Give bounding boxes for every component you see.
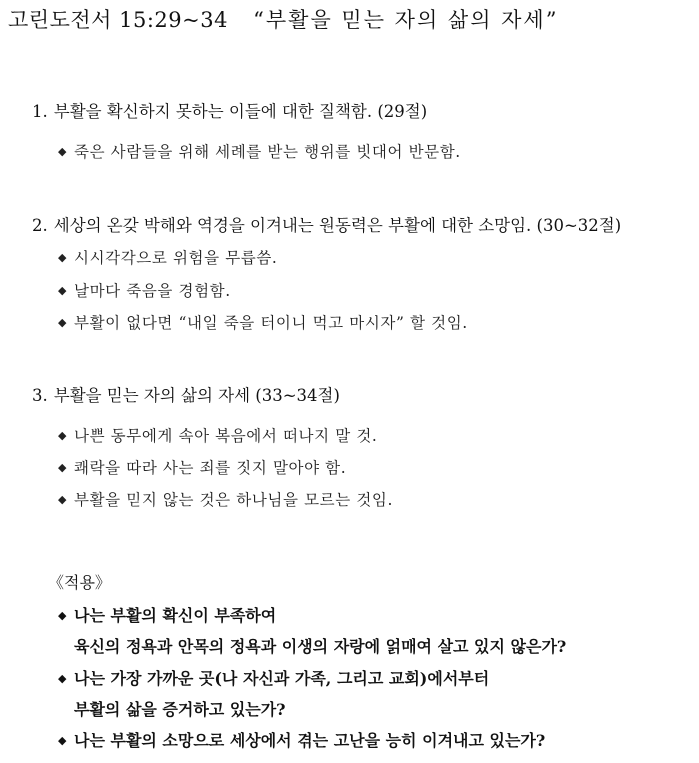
section-3-bullet-2 (58, 456, 346, 478)
section-number: 2. (32, 216, 48, 235)
application-title: 《적용》 (48, 573, 111, 592)
bullet-text: 나쁜 동무에게 속아 복음에서 떠나지 말 것. (74, 427, 378, 445)
section-3-bullet-3 (58, 488, 393, 510)
document-title (8, 4, 558, 34)
application-item-2-continuation: 부활의 삶을 증거하고 있는가? (74, 700, 286, 719)
bullet-diamond-icon: ◆ (58, 284, 68, 297)
application-item-2 (58, 666, 489, 689)
section-heading-text: 부활을 확신하지 못하는 이들에 대한 질책함. (29절) (53, 102, 428, 121)
section-1-heading (32, 98, 427, 122)
bullet-diamond-icon: ◆ (58, 429, 68, 442)
section-2-bullet-2 (58, 279, 231, 301)
section-heading-text: 부활을 믿는 자의 삶의 자세 (33~34절) (53, 386, 340, 405)
application-item-text: 나는 부활의 확신이 부족하여 (74, 606, 277, 625)
application-item-1 (58, 603, 276, 626)
bullet-text: 부활을 믿지 않는 것은 하나님을 모르는 것임. (74, 491, 394, 509)
section-2-heading (32, 212, 621, 236)
section-1-bullet-1 (58, 140, 461, 162)
scripture-reference: 고린도전서 15:29~34 (8, 8, 228, 32)
section-3-heading (32, 382, 340, 406)
bullet-diamond-icon: ◆ (58, 672, 67, 685)
bullet-text: 쾌락을 따라 사는 죄를 짓지 말아야 함. (74, 459, 347, 477)
application-item-text: 나는 가장 가까운 곳(나 자신과 가족, 그리고 교회)에서부터 (74, 669, 490, 688)
bullet-diamond-icon: ◆ (58, 316, 68, 329)
bullet-text: 죽은 사람들을 위해 세례를 받는 행위를 빗대어 반문함. (74, 143, 461, 161)
bullet-diamond-icon: ◆ (58, 609, 67, 622)
bullet-diamond-icon: ◆ (58, 251, 68, 264)
section-heading-text: 세상의 온갖 박해와 역경을 이겨내는 원동력은 부활에 대한 소망임. (30~32절) (53, 216, 622, 235)
sermon-title: “부활을 믿는 자의 삶의 자세” (253, 8, 559, 32)
section-number: 3. (32, 386, 48, 405)
section-2-bullet-3 (58, 311, 468, 333)
bullet-diamond-icon: ◆ (58, 734, 67, 747)
application-item-1-continuation: 육신의 정욕과 안목의 정욕과 이생의 자랑에 얽매여 살고 있지 않은가? (74, 637, 567, 656)
bullet-text: 시시각각으로 위험을 무릅씀. (74, 249, 278, 267)
section-3-bullet-1 (58, 424, 377, 446)
bullet-text: 부활이 없다면 “내일 죽을 터이니 먹고 마시자” 할 것임. (74, 314, 468, 332)
bullet-diamond-icon: ◆ (58, 145, 68, 158)
section-number: 1. (32, 102, 48, 121)
application-item-3 (58, 728, 545, 751)
bullet-diamond-icon: ◆ (58, 461, 68, 474)
bullet-text: 날마다 죽음을 경험함. (74, 282, 231, 300)
bullet-diamond-icon: ◆ (58, 493, 68, 506)
section-2-bullet-1 (58, 246, 277, 268)
application-item-text: 나는 부활의 소망으로 세상에서 겪는 고난을 능히 이겨내고 있는가? (74, 731, 546, 750)
